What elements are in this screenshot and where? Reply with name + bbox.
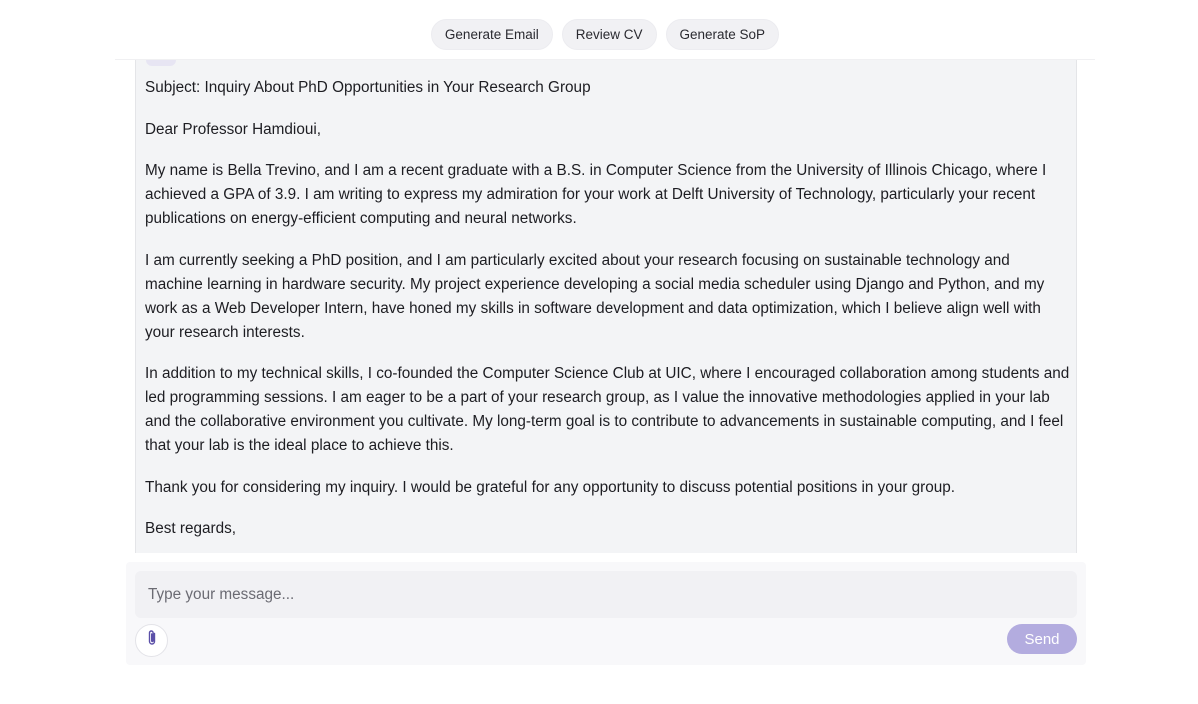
email-paragraph-intro: My name is Bella Trevino, and I am a recent graduate with a B.S. in Computer Science from the University of Illinois Chicago, where I achieved a GPA of 3.9. I am writing to express my admiration for your work at Delft University of Technology, particularly your recent publications on energy-efficient computing and neural networks. <box>145 162 1047 227</box>
attach-button[interactable] <box>135 624 168 657</box>
email-signoff: Best regards, <box>145 520 236 537</box>
chat-message-area[interactable] <box>135 60 1077 553</box>
generate-sop-button[interactable]: Generate SoP <box>666 19 780 50</box>
message-input[interactable] <box>135 571 1077 618</box>
paperclip-icon <box>145 629 159 652</box>
email-subject: Subject: Inquiry About PhD Opportunities in Your Research Group <box>145 79 591 96</box>
email-paragraph-research: I am currently seeking a PhD position, and I am particularly excited about your research focusing on sustainable technology and machine learning in hardware security. My project experience developing a social media scheduler using Django and Python, and my work as a Web Developer Intern, have honed my skills in software development and data optimization, which I believe align well with your research interests. <box>145 251 1045 341</box>
email-paragraph-closing: Thank you for considering my inquiry. I would be grateful for any opportunity to discuss potential positions in your group. <box>145 478 956 496</box>
message-composer <box>126 562 1086 665</box>
send-button[interactable]: Send <box>1007 624 1077 654</box>
review-cv-button[interactable]: Review CV <box>562 19 657 50</box>
action-toolbar <box>115 0 1095 60</box>
email-paragraph-skills: In addition to my technical skills, I co-founded the Computer Science Club at UIC, where I encouraged collaboration among students and led programming sessions. I am eager to be a part of your research group, as I value the innovative methodologies applied in your lab and the collaborative environment you cultivate. My long-term goal is to contribute to advancements in sustainable computing, and I feel that your lab is the ideal place to achieve this. <box>145 365 1070 454</box>
generate-email-button[interactable]: Generate Email <box>431 19 553 50</box>
message-avatar <box>146 60 176 66</box>
assistant-message <box>145 76 1070 553</box>
email-salutation: Dear Professor Hamdioui, <box>145 120 321 138</box>
